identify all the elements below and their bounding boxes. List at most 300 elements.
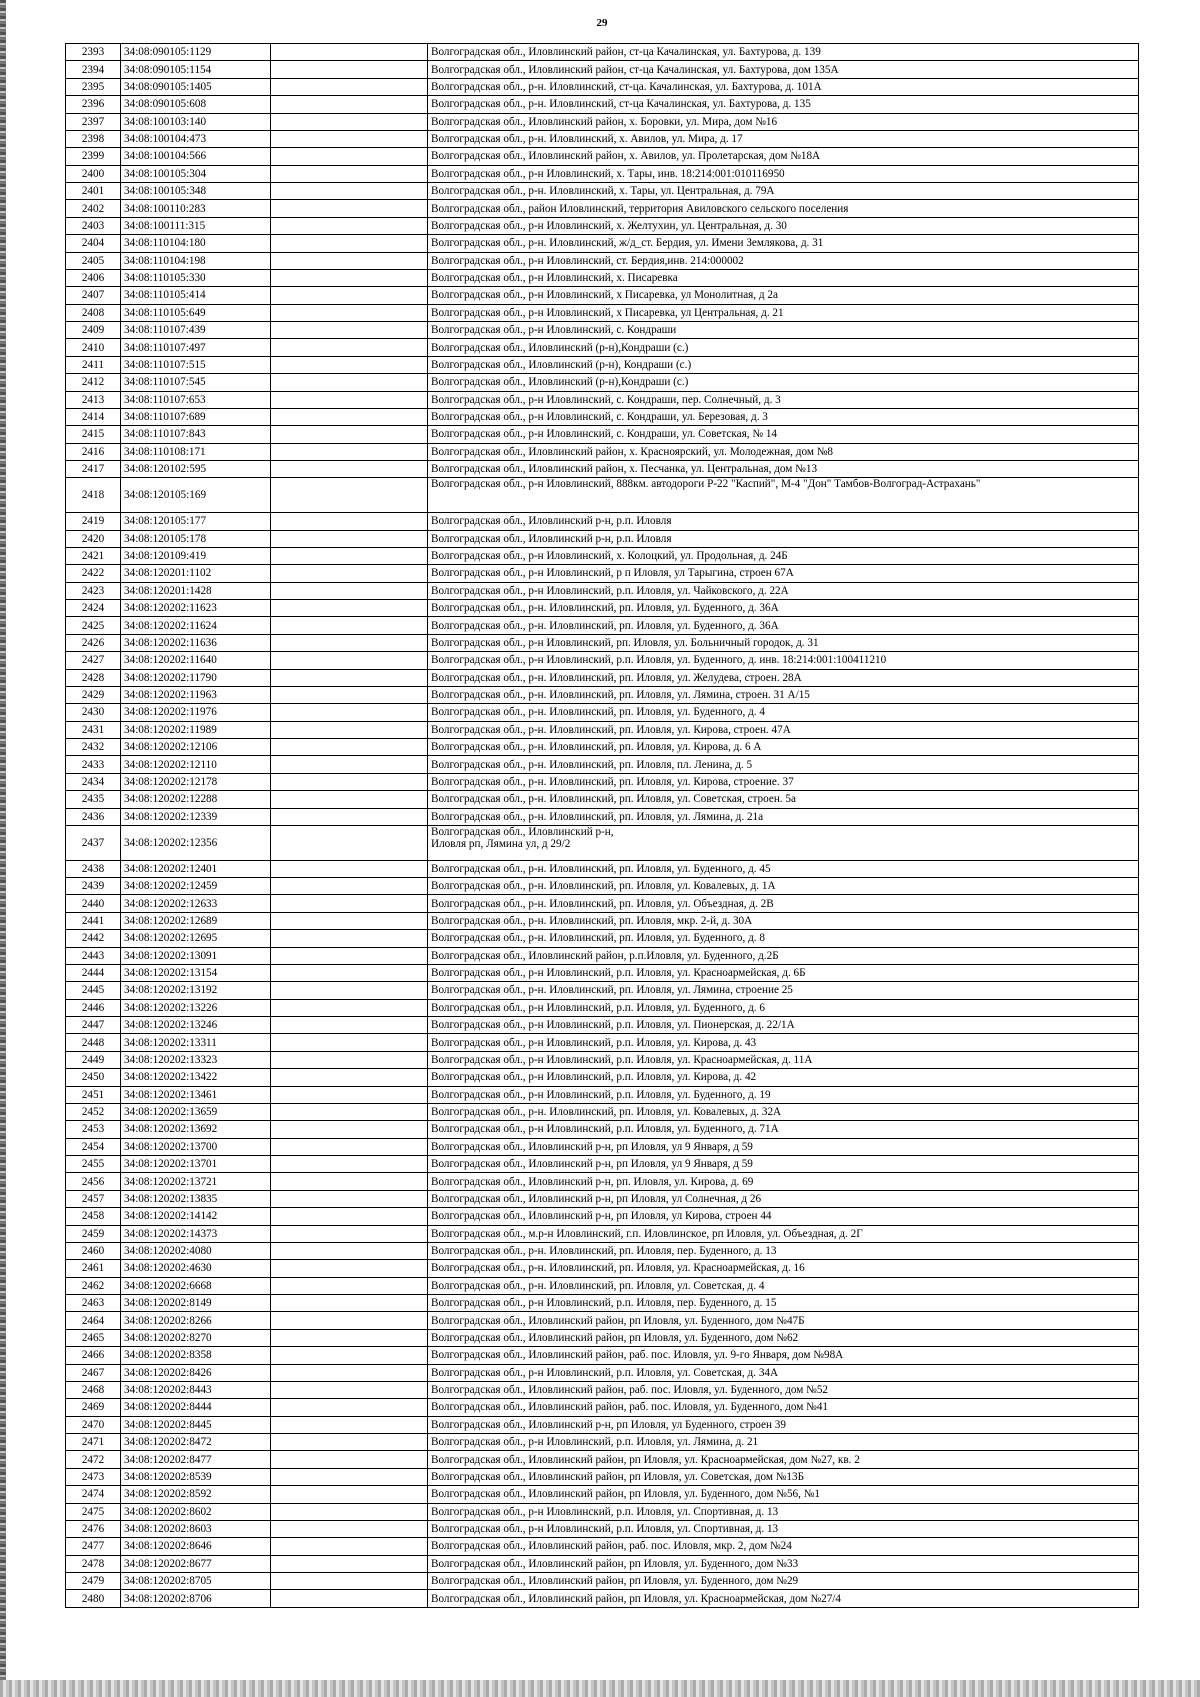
empty-cell — [271, 1208, 428, 1225]
table-row — [66, 1520, 1139, 1537]
address: Волгоградская обл., р-н Иловлинский, р.п. Иловля, ул. Кирова, д. 43 — [428, 1034, 1139, 1051]
cadastral-number: 34:08:120202:11790 — [121, 669, 271, 686]
cadastral-number: 34:08:120102:595 — [121, 461, 271, 478]
address: Волгоградская обл., р-н. Иловлинский, рп. Иловля, ул. Буденного, д. 36А — [428, 617, 1139, 634]
table-row — [66, 1069, 1139, 1086]
address: Волгоградская обл., р-н Иловлинский, х. Тары, инв. 18:214:001:010116950 — [428, 165, 1139, 182]
row-number: 2445 — [66, 982, 121, 999]
cadastral-number: 34:08:120202:13323 — [121, 1051, 271, 1068]
address: Волгоградская обл., р-н. Иловлинский, рп. Иловля, ул. Лямина, строен. 31 А/15 — [428, 686, 1139, 703]
address: Волгоградская обл., Иловлинский район, рп Иловля, ул. Буденного, дом №62 — [428, 1329, 1139, 1346]
row-number: 2435 — [66, 791, 121, 808]
table-row — [66, 1399, 1139, 1416]
cadastral-number: 34:08:110104:198 — [121, 252, 271, 269]
cadastral-number: 34:08:120202:13461 — [121, 1086, 271, 1103]
empty-cell — [271, 669, 428, 686]
empty-cell — [271, 269, 428, 286]
row-number: 2472 — [66, 1451, 121, 1468]
row-number: 2421 — [66, 547, 121, 564]
address: Волгоградская обл., р-н. Иловлинский, рп. Иловля, ул. Кирова, строен. 47А — [428, 721, 1139, 738]
empty-cell — [271, 721, 428, 738]
table-row — [66, 200, 1139, 217]
address: Волгоградская обл., Иловлинский (р-н), Кондраши (с.) — [428, 356, 1139, 373]
address: Волгоградская обл., р-н. Иловлинский, рп. Иловля, ул. Буденного, д. 45 — [428, 860, 1139, 877]
row-number: 2402 — [66, 200, 121, 217]
page-number: 29 — [596, 17, 608, 29]
address: Волгоградская обл., р-н. Иловлинский, рп. Иловля, ул. Буденного, д. 4 — [428, 704, 1139, 721]
address: Волгоградская обл., р-н. Иловлинский, рп. Иловля, пер. Буденного, д. 13 — [428, 1242, 1139, 1259]
address: Волгоградская обл., Иловлинский район, раб. пос. Иловля, ул. Буденного, дом №41 — [428, 1399, 1139, 1416]
row-number: 2447 — [66, 1017, 121, 1034]
row-number: 2443 — [66, 947, 121, 964]
table-row — [66, 808, 1139, 825]
address: Волгоградская обл., р-н Иловлинский, р.п. Иловля, ул. Советская, д. 34А — [428, 1364, 1139, 1381]
cadastral-number: 34:08:120202:13246 — [121, 1017, 271, 1034]
cadastral-number: 34:08:120202:12689 — [121, 912, 271, 929]
cadastral-number: 34:08:110105:330 — [121, 269, 271, 286]
cadastral-number: 34:08:120202:8602 — [121, 1503, 271, 1520]
cadastral-number: 34:08:120202:8270 — [121, 1329, 271, 1346]
row-number: 2439 — [66, 878, 121, 895]
empty-cell — [271, 1277, 428, 1294]
row-number: 2457 — [66, 1190, 121, 1207]
row-number: 2415 — [66, 426, 121, 443]
cadastral-number: 34:08:120202:12110 — [121, 756, 271, 773]
row-number: 2410 — [66, 339, 121, 356]
cadastral-number: 34:08:120202:13422 — [121, 1069, 271, 1086]
cadastral-number: 34:08:120202:12339 — [121, 808, 271, 825]
address: Волгоградская обл., Иловлинский район, х. Красноярский, ул. Молодежная, дом №8 — [428, 443, 1139, 460]
empty-cell — [271, 1086, 428, 1103]
row-number: 2420 — [66, 530, 121, 547]
cadastral-number: 34:08:110105:649 — [121, 304, 271, 321]
table-row — [66, 339, 1139, 356]
cadastral-number: 34:08:120202:11989 — [121, 721, 271, 738]
table-row — [66, 1555, 1139, 1572]
table-row — [66, 461, 1139, 478]
cadastral-number: 34:08:120202:12178 — [121, 773, 271, 790]
cadastral-number: 34:08:090105:608 — [121, 96, 271, 113]
address: Волгоградская обл., Иловлинский (р-н),Кондраши (с.) — [428, 339, 1139, 356]
cadastral-number: 34:08:120202:4630 — [121, 1260, 271, 1277]
address: Волгоградская обл., р-н. Иловлинский, рп. Иловля, ул. Советская, строен. 5а — [428, 791, 1139, 808]
row-number: 2454 — [66, 1138, 121, 1155]
table-row — [66, 999, 1139, 1016]
table-row — [66, 478, 1139, 513]
row-number: 2478 — [66, 1555, 121, 1572]
table-row — [66, 565, 1139, 582]
empty-cell — [271, 912, 428, 929]
table-row — [66, 652, 1139, 669]
empty-cell — [271, 756, 428, 773]
cadastral-number: 34:08:120202:8706 — [121, 1590, 271, 1607]
address: Волгоградская обл., р-н. Иловлинский, ст-ца. Качалинская, ул. Бахтурова, д. 101А — [428, 78, 1139, 95]
row-number: 2471 — [66, 1434, 121, 1451]
row-number: 2409 — [66, 322, 121, 339]
table-row — [66, 148, 1139, 165]
address: Волгоградская обл., р-н Иловлинский, ст. Бердия,инв. 214:000002 — [428, 252, 1139, 269]
row-number: 2434 — [66, 773, 121, 790]
empty-cell — [271, 130, 428, 147]
row-number: 2406 — [66, 269, 121, 286]
row-number: 2463 — [66, 1295, 121, 1312]
address: Волгоградская обл., р-н. Иловлинский, рп. Иловля, ул. Желудева, строен. 28А — [428, 669, 1139, 686]
empty-cell — [271, 582, 428, 599]
table-row — [66, 287, 1139, 304]
empty-cell — [271, 1138, 428, 1155]
table-row — [66, 791, 1139, 808]
empty-cell — [271, 1017, 428, 1034]
empty-cell — [271, 1573, 428, 1590]
empty-cell — [271, 322, 428, 339]
cadastral-number: 34:08:120202:8477 — [121, 1451, 271, 1468]
empty-cell — [271, 478, 428, 513]
table-row — [66, 1225, 1139, 1242]
table-row — [66, 530, 1139, 547]
row-number: 2440 — [66, 895, 121, 912]
address: Волгоградская обл., р-н. Иловлинский, рп. Иловля, пл. Ленина, д. 5 — [428, 756, 1139, 773]
address: Волгоградская обл., м.р-н Иловлинский, г.п. Иловлинское, рп Иловля, ул. Объездная, д. 2Г — [428, 1225, 1139, 1242]
row-number: 2446 — [66, 999, 121, 1016]
scan-edge-bottom — [0, 1680, 1200, 1697]
table-row — [66, 1364, 1139, 1381]
row-number: 2465 — [66, 1329, 121, 1346]
table-row — [66, 443, 1139, 460]
empty-cell — [271, 964, 428, 981]
row-number: 2397 — [66, 113, 121, 130]
empty-cell — [271, 426, 428, 443]
empty-cell — [271, 461, 428, 478]
table-row — [66, 1242, 1139, 1259]
empty-cell — [271, 304, 428, 321]
cadastral-number: 34:08:120105:178 — [121, 530, 271, 547]
cadastral-number: 34:08:100104:566 — [121, 148, 271, 165]
address: Волгоградская обл., район Иловлинский, территория Авиловского сельского поселения — [428, 200, 1139, 217]
row-number: 2467 — [66, 1364, 121, 1381]
row-number: 2459 — [66, 1225, 121, 1242]
cadastral-number: 34:08:100110:283 — [121, 200, 271, 217]
row-number: 2426 — [66, 634, 121, 651]
empty-cell — [271, 947, 428, 964]
empty-cell — [271, 617, 428, 634]
table-row — [66, 1503, 1139, 1520]
table-row — [66, 895, 1139, 912]
row-number: 2438 — [66, 860, 121, 877]
cadastral-number: 34:08:110104:180 — [121, 235, 271, 252]
cadastral-number: 34:08:120202:8646 — [121, 1538, 271, 1555]
row-number: 2455 — [66, 1156, 121, 1173]
address: Волгоградская обл., Иловлинский район, рп Иловля, ул. Буденного, дом №56, №1 — [428, 1486, 1139, 1503]
address: Волгоградская обл., р-н. Иловлинский, рп. Иловля, ул. Ковалевых, д. 1А — [428, 878, 1139, 895]
table-row — [66, 1103, 1139, 1120]
table-row — [66, 773, 1139, 790]
table-row — [66, 1156, 1139, 1173]
address: Волгоградская обл., р-н Иловлинский, р.п. Иловля, ул. Буденного, д. 71А — [428, 1121, 1139, 1138]
cadastral-number: 34:08:090105:1154 — [121, 61, 271, 78]
empty-cell — [271, 860, 428, 877]
table-row — [66, 374, 1139, 391]
row-number: 2395 — [66, 78, 121, 95]
table-row — [66, 964, 1139, 981]
cadastral-number: 34:08:120202:11640 — [121, 652, 271, 669]
address: Волгоградская обл., Иловлинский р-н, р.п. Иловля — [428, 530, 1139, 547]
empty-cell — [271, 982, 428, 999]
address: Волгоградская обл., р-н Иловлинский, р.п. Иловля, ул. Чайковского, д. 22А — [428, 582, 1139, 599]
cadastral-number: 34:08:120202:13192 — [121, 982, 271, 999]
registry-rows — [66, 44, 1139, 1608]
table-row — [66, 617, 1139, 634]
address: Волгоградская обл., Иловлинский р-н, рп Иловля, ул Кирова, строен 44 — [428, 1208, 1139, 1225]
address: Волгоградская обл., р-н Иловлинский, рп. Иловля, ул. Больничный городок, д. 31 — [428, 634, 1139, 651]
empty-cell — [271, 148, 428, 165]
empty-cell — [271, 78, 428, 95]
empty-cell — [271, 1486, 428, 1503]
cadastral-number: 34:08:100105:348 — [121, 183, 271, 200]
row-number: 2452 — [66, 1103, 121, 1120]
row-number: 2394 — [66, 61, 121, 78]
empty-cell — [271, 408, 428, 425]
table-row — [66, 860, 1139, 877]
table-row — [66, 947, 1139, 964]
empty-cell — [271, 1069, 428, 1086]
address: Волгоградская обл., Иловлинский район, рп Иловля, ул. Красноармейская, дом №27/4 — [428, 1590, 1139, 1607]
address: Волгоградская обл., р-н. Иловлинский, рп. Иловля, ул. Красноармейская, д. 16 — [428, 1260, 1139, 1277]
address: Волгоградская обл., Иловлинский район, х. Авилов, ул. Пролетарская, дом №18А — [428, 148, 1139, 165]
table-row — [66, 269, 1139, 286]
cadastral-number: 34:08:120202:8149 — [121, 1295, 271, 1312]
table-row — [66, 356, 1139, 373]
empty-cell — [271, 1034, 428, 1051]
table-row — [66, 1017, 1139, 1034]
address: Волгоградская обл., Иловлинский район, ст-ца Качалинская, ул. Бахтурова, д. 139 — [428, 44, 1139, 61]
row-number: 2458 — [66, 1208, 121, 1225]
empty-cell — [271, 165, 428, 182]
address: Волгоградская обл., р-н Иловлинский, р.п. Иловля, ул. Красноармейская, д. 6Б — [428, 964, 1139, 981]
table-row — [66, 1121, 1139, 1138]
address: Волгоградская обл., р-н Иловлинский, р.п. Иловля, ул. Кирова, д. 42 — [428, 1069, 1139, 1086]
address: Волгоградская обл., р-н Иловлинский, с. Кондраши, пер. Солнечный, д. 3 — [428, 391, 1139, 408]
address: Волгоградская обл., Иловлинский район, рп Иловля, ул. Красноармейская, дом №27, кв. 2 — [428, 1451, 1139, 1468]
table-row — [66, 1086, 1139, 1103]
empty-cell — [271, 704, 428, 721]
row-number: 2399 — [66, 148, 121, 165]
empty-cell — [271, 339, 428, 356]
cadastral-number: 34:08:100111:315 — [121, 217, 271, 234]
cadastral-number: 34:08:120202:12106 — [121, 739, 271, 756]
table-row — [66, 739, 1139, 756]
cadastral-number: 34:08:120202:11623 — [121, 600, 271, 617]
row-number: 2466 — [66, 1347, 121, 1364]
empty-cell — [271, 773, 428, 790]
empty-cell — [271, 600, 428, 617]
empty-cell — [271, 513, 428, 530]
cadastral-number: 34:08:120202:13835 — [121, 1190, 271, 1207]
empty-cell — [271, 1260, 428, 1277]
cadastral-number: 34:08:120202:13692 — [121, 1121, 271, 1138]
table-row — [66, 217, 1139, 234]
empty-cell — [271, 895, 428, 912]
table-row — [66, 600, 1139, 617]
table-row — [66, 408, 1139, 425]
empty-cell — [271, 686, 428, 703]
row-number: 2461 — [66, 1260, 121, 1277]
table-row — [66, 1347, 1139, 1364]
cadastral-number: 34:08:120202:13091 — [121, 947, 271, 964]
row-number: 2436 — [66, 808, 121, 825]
address: Волгоградская обл., Иловлинский р-н, рп Иловля, ул Буденного, строен 39 — [428, 1416, 1139, 1433]
empty-cell — [271, 1538, 428, 1555]
table-row — [66, 1051, 1139, 1068]
table-row — [66, 1451, 1139, 1468]
empty-cell — [271, 652, 428, 669]
table-row — [66, 756, 1139, 773]
row-number: 2416 — [66, 443, 121, 460]
table-row — [66, 1538, 1139, 1555]
cadastral-number: 34:08:120202:8705 — [121, 1573, 271, 1590]
cadastral-number: 34:08:120202:8592 — [121, 1486, 271, 1503]
row-number: 2473 — [66, 1468, 121, 1485]
address: Волгоградская обл., р-н Иловлинский, р.п. Иловля, ул. Буденного, д. инв. 18:214:001:100411210 — [428, 652, 1139, 669]
table-row — [66, 1573, 1139, 1590]
address: Волгоградская обл., Иловлинский район, ст-ца Качалинская, ул. Бахтурова, дом 135А — [428, 61, 1139, 78]
address: Волгоградская обл., р-н. Иловлинский, рп. Иловля, ул. Кирова, д. 6 А — [428, 739, 1139, 756]
address: Волгоградская обл., р-н Иловлинский, р.п. Иловля, ул. Буденного, д. 19 — [428, 1086, 1139, 1103]
cadastral-number: 34:08:110107:545 — [121, 374, 271, 391]
row-number: 2433 — [66, 756, 121, 773]
cadastral-number: 34:08:120202:13311 — [121, 1034, 271, 1051]
address: Волгоградская обл., Иловлинский р-н, рп Иловля, ул 9 Января, д 59 — [428, 1156, 1139, 1173]
address: Волгоградская обл., Иловлинский район, рп Иловля, ул. Буденного, дом №47Б — [428, 1312, 1139, 1329]
empty-cell — [271, 1590, 428, 1607]
cadastral-number: 34:08:120202:11976 — [121, 704, 271, 721]
row-number: 2418 — [66, 478, 121, 513]
address: Волгоградская обл., р-н Иловлинский, х Писаревка, ул Монолитная, д 2а — [428, 287, 1139, 304]
cadastral-number: 34:08:090105:1129 — [121, 44, 271, 61]
cadastral-number: 34:08:120202:8443 — [121, 1381, 271, 1398]
address: Волгоградская обл., Иловлинский район, рп Иловля, ул. Буденного, дом №33 — [428, 1555, 1139, 1572]
empty-cell — [271, 1555, 428, 1572]
row-number: 2393 — [66, 44, 121, 61]
row-number: 2475 — [66, 1503, 121, 1520]
empty-cell — [271, 1121, 428, 1138]
address: Волгоградская обл., р-н. Иловлинский, ж/д_ст. Бердия, ул. Имени Землякова, д. 31 — [428, 235, 1139, 252]
table-row — [66, 582, 1139, 599]
address: Волгоградская обл., Иловлинский р-н, рп. Иловля, ул. Кирова, д. 69 — [428, 1173, 1139, 1190]
table-row — [66, 391, 1139, 408]
table-row — [66, 1329, 1139, 1346]
address: Волгоградская обл., р-н Иловлинский, с. Кондраши, ул. Березовая, д. 3 — [428, 408, 1139, 425]
table-row — [66, 1173, 1139, 1190]
row-number: 2441 — [66, 912, 121, 929]
row-number: 2437 — [66, 825, 121, 860]
row-number: 2423 — [66, 582, 121, 599]
address: Волгоградская обл., р-н Иловлинский, х Писаревка, ул Центральная, д. 21 — [428, 304, 1139, 321]
cadastral-number: 34:08:120202:8358 — [121, 1347, 271, 1364]
table-row — [66, 721, 1139, 738]
row-number: 2408 — [66, 304, 121, 321]
address: Волгоградская обл., р-н Иловлинский, 888км. автодороги Р-22 "Каспий", М-4 "Дон" Тамбов-Волгоград-Астрахань" — [428, 478, 1139, 513]
cadastral-number: 34:08:120109:419 — [121, 547, 271, 564]
row-number: 2417 — [66, 461, 121, 478]
address: Волгоградская обл., р-н. Иловлинский, ст-ца Качалинская, ул. Бахтурова, д. 135 — [428, 96, 1139, 113]
empty-cell — [271, 374, 428, 391]
cadastral-number: 34:08:120202:8426 — [121, 1364, 271, 1381]
address: Волгоградская обл., Иловлинский р-н, р.п. Иловля — [428, 513, 1139, 530]
address: Волгоградская обл., Иловлинский район, раб. пос. Иловля, ул. Буденного, дом №52 — [428, 1381, 1139, 1398]
row-number: 2422 — [66, 565, 121, 582]
cadastral-number: 34:08:120202:12356 — [121, 825, 271, 860]
cadastral-number: 34:08:110107:689 — [121, 408, 271, 425]
table-row — [66, 44, 1139, 61]
address: Волгоградская обл., р-н. Иловлинский, рп. Иловля, ул. Объездная, д. 2В — [428, 895, 1139, 912]
cadastral-number: 34:08:120202:12695 — [121, 930, 271, 947]
empty-cell — [271, 739, 428, 756]
cadastral-number: 34:08:120202:8603 — [121, 1520, 271, 1537]
table-row — [66, 1416, 1139, 1433]
empty-cell — [271, 1190, 428, 1207]
empty-cell — [271, 96, 428, 113]
address: Волгоградская обл., р-н Иловлинский, р.п. Иловля, ул. Пионерская, д. 22/1А — [428, 1017, 1139, 1034]
table-row — [66, 96, 1139, 113]
row-number: 2453 — [66, 1121, 121, 1138]
row-number: 2405 — [66, 252, 121, 269]
table-row — [66, 669, 1139, 686]
address: Волгоградская обл., Иловлинский район, раб. пос. Иловля, мкр. 2, дом №24 — [428, 1538, 1139, 1555]
table-row — [66, 982, 1139, 999]
cadastral-number: 34:08:120105:177 — [121, 513, 271, 530]
row-number: 2451 — [66, 1086, 121, 1103]
address: Волгоградская обл., р-н. Иловлинский, рп. Иловля, ул. Ковалевых, д. 32А — [428, 1103, 1139, 1120]
row-number: 2400 — [66, 165, 121, 182]
address: Волгоградская обл., Иловлинский район, р.п.Иловля, ул. Буденного, д.2Б — [428, 947, 1139, 964]
empty-cell — [271, 1520, 428, 1537]
table-row — [66, 1295, 1139, 1312]
row-number: 2413 — [66, 391, 121, 408]
cadastral-number: 34:08:120202:13701 — [121, 1156, 271, 1173]
address: Волгоградская обл., р-н Иловлинский, х. Писаревка — [428, 269, 1139, 286]
row-number: 2396 — [66, 96, 121, 113]
empty-cell — [271, 565, 428, 582]
cadastral-number: 34:08:120202:11636 — [121, 634, 271, 651]
table-row — [66, 235, 1139, 252]
cadastral-number: 34:08:120202:13721 — [121, 1173, 271, 1190]
empty-cell — [271, 1451, 428, 1468]
cadastral-number: 34:08:120201:1428 — [121, 582, 271, 599]
row-number: 2449 — [66, 1051, 121, 1068]
address: Волгоградская обл., р-н. Иловлинский, рп. Иловля, ул. Лямина, строение 25 — [428, 982, 1139, 999]
address: Волгоградская обл., Иловлинский р-н, Иловля рп, Лямина ул, д 29/2 — [428, 825, 1139, 860]
row-number: 2448 — [66, 1034, 121, 1051]
address: Волгоградская обл., р-н Иловлинский, р.п. Иловля, ул. Спортивная, д. 13 — [428, 1503, 1139, 1520]
address: Волгоградская обл., р-н Иловлинский, х. Желтухин, ул. Центральная, д. 30 — [428, 217, 1139, 234]
row-number: 2456 — [66, 1173, 121, 1190]
cadastral-number: 34:08:120202:8539 — [121, 1468, 271, 1485]
row-number: 2462 — [66, 1277, 121, 1294]
table-row — [66, 1468, 1139, 1485]
address: Волгоградская обл., Иловлинский р-н, рп Иловля, ул 9 Января, д 59 — [428, 1138, 1139, 1155]
row-number: 2427 — [66, 652, 121, 669]
table-row — [66, 930, 1139, 947]
table-row — [66, 547, 1139, 564]
cadastral-number: 34:08:120202:12633 — [121, 895, 271, 912]
empty-cell — [271, 287, 428, 304]
row-number: 2412 — [66, 374, 121, 391]
table-row — [66, 1486, 1139, 1503]
address: Волгоградская обл., р-н. Иловлинский, рп. Иловля, ул. Кирова, строение. 37 — [428, 773, 1139, 790]
empty-cell — [271, 235, 428, 252]
table-row — [66, 686, 1139, 703]
empty-cell — [271, 1347, 428, 1364]
